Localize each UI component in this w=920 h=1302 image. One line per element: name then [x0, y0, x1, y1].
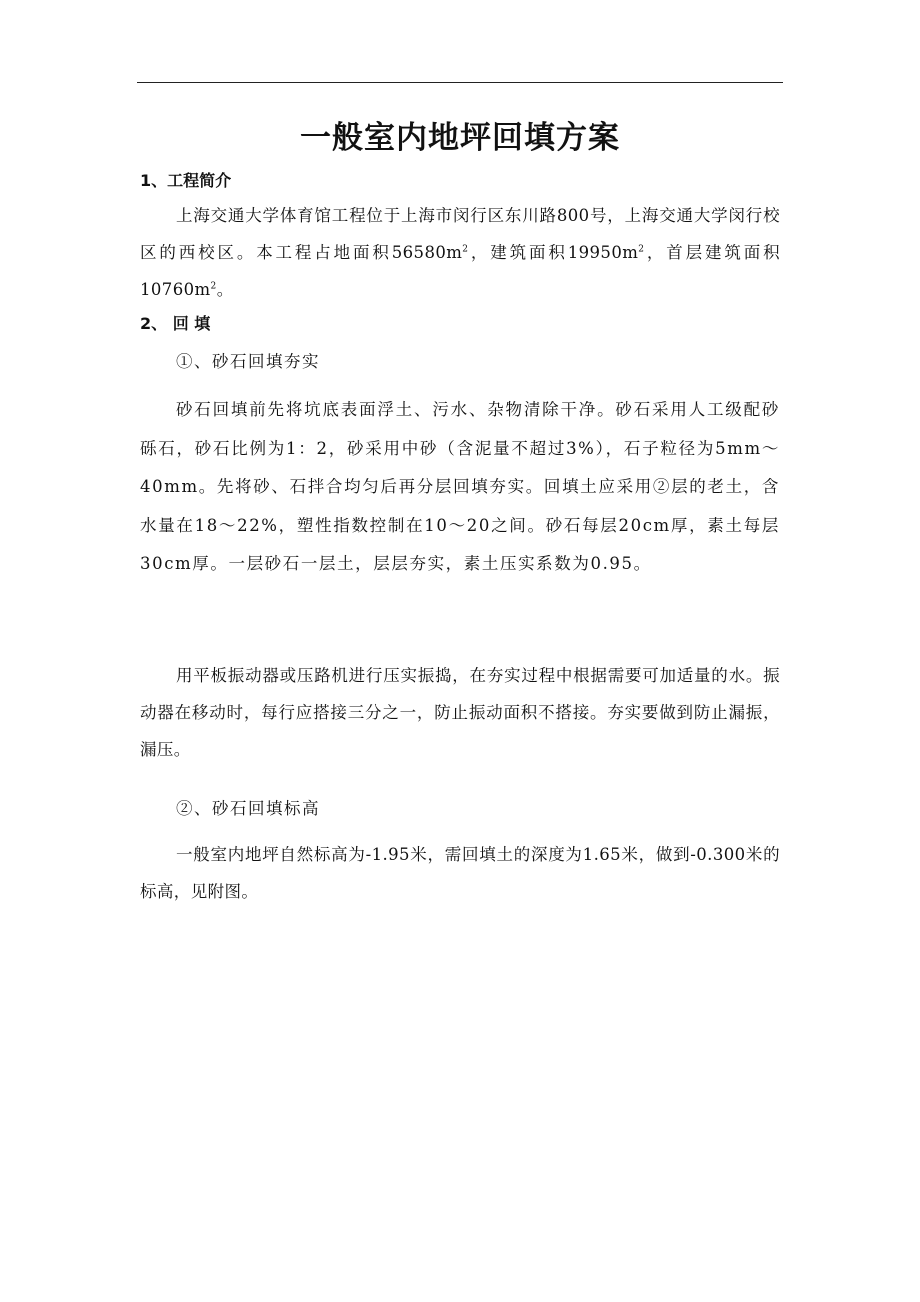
subsection-1-paragraph-1: 砂石回填前先将坑底表面浮土、污水、杂物清除干净。砂石采用人工级配砂砾石，砂石比例为1：2，砂采用中砂（含泥量不超过3%），石子粒径为5mm～40mm。先将砂、石拌合均匀后再分层回填夯实。回填土应采用②层的老土，含水量在18～22%，塑性指数控制在10～20之间。砂石每层20cm厚，素土每层30cm厚。一层砂石一层土，层层夯实，素土压实系数为0.95。 — [140, 400, 780, 573]
superscript-a: 2 — [462, 244, 469, 255]
subsection-2-heading: ②、砂石回填标高 — [176, 799, 320, 818]
subsection-1-paragraph-2: 用平板振动器或压路机进行压实振捣，在夯实过程中根据需要可加适量的水。振动器在移动时，每行应搭接三分之一，防止振动面积不搭接。夯实要做到防止漏振，漏压。 — [140, 666, 780, 759]
document-title: 一般室内地坪回填方案 — [300, 120, 620, 156]
section-1-paragraph — [140, 197, 780, 308]
section-1-heading: 1、工程简介 — [140, 171, 232, 190]
header-rule — [137, 82, 783, 83]
section-1-text-a: 上海交通大学体育馆工程位于上海市闵行区东川路800号，上海交通大学闵行校区的西校区。本工程占地面积56580m — [140, 206, 780, 262]
superscript-c: 2 — [210, 281, 217, 292]
section-1-text-c: ，首层建筑面积10760m — [140, 243, 780, 299]
section-1-text-d: 。 — [216, 280, 234, 299]
section-1-text-b: ，建筑面积19950m — [468, 243, 639, 262]
subsection-2-paragraph: 一般室内地坪自然标高为-1.95米，需回填土的深度为1.65米，做到-0.300米的标高，见附图。 — [140, 845, 780, 901]
superscript-b: 2 — [638, 244, 645, 255]
section-2-heading: 2、 回 填 — [140, 314, 211, 333]
subsection-1-heading: ①、砂石回填夯实 — [176, 352, 320, 371]
